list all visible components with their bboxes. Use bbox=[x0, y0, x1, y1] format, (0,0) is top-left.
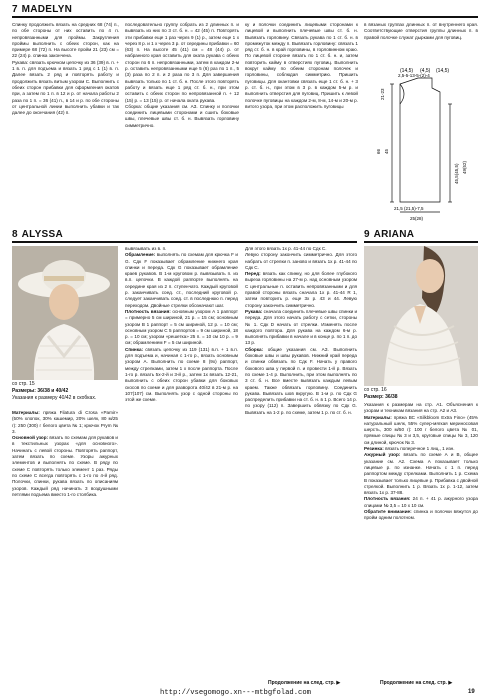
alyssa-caption bbox=[12, 381, 118, 402]
continued-label: Продолжение на след. стр. bbox=[268, 680, 335, 686]
materials-text: пряжа Filatura di Crosa «Pamir» (50% хлопок, 30% кашемир, 20% шелк, 80 м/25 г): 250 (300) г белого цвета № 1; крючок Prym № 3. bbox=[12, 410, 118, 434]
schem-top-3: (14,5) bbox=[436, 68, 450, 74]
sizes-value: 36/38 и 40/42 bbox=[37, 388, 69, 394]
sizes-label: Размер: bbox=[364, 394, 384, 400]
front-label: Перед: bbox=[245, 271, 261, 277]
alyssa-col3-a: Левую сторону закончить симметрично. Для этого набрать от стрелки п. заново и вязать 1х р. 41-44 по Сдк С. bbox=[245, 252, 357, 270]
section-9-header bbox=[364, 228, 414, 240]
madelyn-text-3: ку и полочки соединить лицевыми сторонами к лицевой и выполнить плечевые швы ст. б. н. Вывязать горловину. Связать рукава по 1 ст. б. н. в промежуток между п. Вывязать горловину: связать 1 ряд ст. б. н. в край горловины, в горловинном краю. По лицевой стороне вязать по 1 ст. б. н. и, затем повторить кайму в отверстиях пуговиц. Выполнить вокруг кайму по обеим сторонам полочек и горловины, соблюдая симметрию. Пришить пуговицы. Для окантовки связать еще 1 ст. б. н. + 3 р. ст. б. н., при этом в 3 р. в каждом 5-м р. и выполнить отверстия для пуговиц. Пришить к левой полочке пуговицы на каждом 2-м, 8-м, 14-м и 20-м р. витого узора, при этом расположить пуговицы bbox=[245, 22, 358, 109]
footer-url: http://vsegomogo.xn---mtbgfolad.com bbox=[160, 689, 311, 697]
photo-page-ref: со стр. 15 bbox=[12, 381, 35, 387]
section-7-header bbox=[12, 3, 72, 15]
lace-text: вязать по схеме А и В, общее указание см. А2. Схема А показывает только лицевые р. по изнанке. Начать с 1 п. перед раппортом между стрелками. Выполнить 1 р. Схема В показывает только лицевые р. Прибавка с двойной стрелкой. Выполнить 1 р. Вязать 1х р. 1-12, затем вязать 1х р. 37-88. bbox=[364, 452, 478, 496]
attention-text: спинка и полочки вяжутся до пройм одним полотном. bbox=[364, 509, 478, 521]
materials-label: Материалы: bbox=[364, 414, 392, 420]
header-rule bbox=[364, 241, 478, 243]
attention-label: Обратите внимание: bbox=[364, 509, 412, 515]
ariana-photo bbox=[364, 246, 478, 386]
alyssa-column-3 bbox=[245, 246, 357, 678]
density-label: Плотность вязания: bbox=[125, 308, 171, 314]
schem-top-1: (14,5) bbox=[400, 68, 414, 74]
density-text: 24 п. + 41 р. ажурного узора спицами № 3,5 = 10 х 10 см. bbox=[364, 496, 478, 508]
back-text: связать цепочку из 119 (131) в.п. + 1 в.п. для подъема и, начиная с 1-го р., вязать основным узором А. Выполнить по схеме 8 (9х) раппорт, между стрелками, затем 1 х после раппорта. После 1-го р. вязать 5х-2-й и 3-й р., затем 1х вязать 12-21, выполнить с обеих сторон убавки для боковых скосов по схеме и для разворота 40/42 в 21-м р. на 107(107) см. Выполнять узор с одной стороны по этой же схеме. bbox=[125, 346, 238, 403]
section-number: 8 bbox=[12, 228, 18, 240]
header-rule bbox=[12, 16, 478, 18]
basic-pattern-label: Основной узор: bbox=[12, 435, 49, 441]
back-label: Спинка: bbox=[125, 346, 144, 352]
section-title: ARIANA bbox=[373, 228, 415, 240]
assembly-label: Сборка: bbox=[245, 346, 264, 352]
front-text: вязать как спинку, но для более глубокого выреза горловины на 27-м р. над основным узором С центральные п. оставить непровязанными и для правой стороны вязать сначала 1х р. 41-44 R 1, затем повторить р. еще 3х р. 43 и 44. Левую сторону закончить симметрично. bbox=[245, 271, 357, 308]
sleeve-label: Рукава: bbox=[245, 308, 263, 314]
schem-left-1: 21-23 bbox=[380, 88, 385, 100]
density-label: Плотность вязания: bbox=[364, 496, 411, 502]
continued-label: Продолжение на след. стр. bbox=[380, 680, 447, 686]
page-number: 19 bbox=[468, 689, 475, 695]
alyssa-col3-top: Для этого вязать 1х р. 41-44 по Сдк С. bbox=[245, 246, 327, 251]
pattern-schematic bbox=[370, 64, 478, 224]
rib-text: вязать поперечное 1 лиц., 1 изн. bbox=[385, 446, 455, 452]
section-title: ALYSSA bbox=[21, 228, 64, 240]
alyssa-photo-art bbox=[12, 246, 118, 380]
madelyn-column-4 bbox=[364, 22, 478, 62]
sizes-value: 36/38 bbox=[385, 394, 398, 400]
section-number: 9 bbox=[364, 228, 370, 240]
schem-bottom-1: 21,5 (21,5)-7,5 bbox=[394, 206, 424, 211]
schem-top-4: 2,5-5-13-5-(2)-4 bbox=[398, 73, 430, 78]
assembly-text: общие указания см. АЗ. Выполнить боковые швы и швы рукавов. Нижний край переда и спинки обвязать по Сдк F. Начать у правого бокового шва у первой п. и провести 1-й р. Вязать по схеме 1-4 р. Выполнить, при этом выполнять по 3 ст. б. н. Все вместе вывязать каждым левым краем. Также обвязать горловину. Соединить рукава. Вывязать шов вкругую. В 1-м р. по Сдк G распределить прибавки на ст. б. н. в 1 р. Всего 14 р. по узору (112) п. Завершить обвязку по Сдк G. Вывязать на 1-2 р. по схеме, затем 1 р. по ст. б. н. bbox=[245, 346, 357, 415]
triangle-marker-icon: ▶ bbox=[448, 680, 453, 686]
madelyn-text-2: последовательно группу собрать из 2 длинных п. и вывязать из них по 3 ст. б. н. = 42 (45) п. Повторять эти прибавки еще 1 раз через 9 (1) р., затем еще 1 х через 8 р. и 1 х через 3 р. от середины прибавки = 60 (63) п. На высоте 45 (41) см = 48 (44) р. от набранного края оставить для оката рукава с обеих сторон по 6 п. непровязанными, затем в каждом 2-м р. оставить непровязанными еще 5 (6) раз по 1 п., 5 (3) раза по 2 п. и 2 раза по 3 п. Для завершения вывязать только по 1 ст. б. н. После этого повторять работу и вязать еще 1 ряд ст. б. н., при этом оставить с обеих сторон по непровязанной п. + 12 (15) р. = 13 (15) р. от начала оката рукава. bbox=[125, 22, 239, 103]
madelyn-text-1: Спинку продолжить вязать на средних 68 (74) п., по обе стороны от них оставить по 4 п. непровязанными для проймы. Закругления проймы выполнить с обеих сторон, как на примере 68 (72) п. На высоте пройм 21 (23) см = 22 (24) р. спинка закончена. bbox=[12, 22, 119, 59]
schem-left-2: 45 bbox=[384, 148, 389, 154]
edging-label: Обрамление: bbox=[125, 252, 156, 258]
schem-right-1: 45,5(45,5) bbox=[454, 163, 459, 184]
madelyn-text-1b: Рукава: связать крючком цепочку из 36 (39) в. п. + 1 в. п. для подъема и вязать 1 ряд с 1 (1) в. п. Далее вязать 2 ряд и повторять работу и продолжить вязать витым узором С. Выполнить с обеих сторон прибавки для оформления окатов при, а затем по 1 п. в 12 и р. от начала работы 2 раза по 1 п. = 36 (41) п., в 14 и р. по обе стороны от центральной линии выполнить убавки и так далее до окончания (42) п. bbox=[12, 59, 119, 116]
alyssa-column-2 bbox=[125, 246, 238, 692]
ariana-caption bbox=[364, 387, 478, 401]
sleeve-text: сначала соединить плечевые швы спинки и переда. Для этого начать работу с сетки, стороны № 1. Сдк D начать от стрелки. Изменять после каждого повтора. Для рукава на каждом 6-м р. выполнять прибавки в начале и в конце р. по 1 п. до 13 р. bbox=[245, 308, 357, 346]
schem-bottom-2: 25(28) bbox=[410, 216, 424, 221]
madelyn-column-1 bbox=[12, 22, 119, 224]
schem-top-2: (4,5) bbox=[420, 68, 431, 74]
edging-text: выполнять по схемам для крючка F и G. Сдк F показывает обрамление нижнего края спинки и переда. Сдк G показывает обрамление краев рукавов. В 1-м круговом р. вывязывать п. из в.п. цепочки. В каждой раппорте выполнять на середине края из 2 п. ступенчато. Каждый круговой р. заканчивать соед. ст., последний круговой р. следует заканчивать соед. ст. в последнюю п. перед переходом. Двойные стрелки обозначают шаг. bbox=[125, 252, 238, 308]
alyssa-column-1 bbox=[12, 410, 118, 692]
madelyn-column-2 bbox=[125, 22, 239, 224]
ariana-note: Указания к размерам на стр. А1. Объяснения к узорам и техникам вязания на стр. А2 и А3. bbox=[364, 402, 478, 414]
rib-label: Резинка: bbox=[364, 446, 384, 452]
basic-pattern-text: вязать по схемам для рукавов и в текстильных узорах «для основного». Начинать с левой стороны. Повторять раппорт, затем вязать по схеме. Узоры ажурных элементов и выполнять по схеме. В ряду по схеме C повторять только элемент 1 раз. Ряды по схеме C всегда повторять с 1-го по 4-й ряд. Полочки, спинки, рукава вязать по описаниям узоров. Каждый ряд начинать 3 воздушными петлями подъема вместо 1-го столбика. bbox=[12, 435, 118, 497]
alyssa-continued bbox=[268, 680, 340, 686]
alyssa-col2-top: вывязывать из в. п. bbox=[125, 246, 167, 251]
density-text: основным узором А 1 раппорт = примерно 5 см шириной, 21 р. = 15 см; основным узором В 1 раппорт = 5 см шириной, 12 р. = 10 см; основным узором С 5 раппортов = 9 см шириной, 18 р. = 10 см; узором «решетка» 25 п. = 10 см 10 р. = 9 см; обрамлением F = 5 см шириной. bbox=[125, 308, 238, 346]
ariana-column bbox=[364, 402, 478, 678]
section-title: MADELYN bbox=[21, 3, 73, 15]
alyssa-photo bbox=[12, 246, 118, 380]
ariana-continued bbox=[380, 680, 452, 686]
madelyn-column-3 bbox=[245, 22, 358, 224]
madelyn-text-2b: Сборка: общие указания см. АЗ. Спинку и полочки соединить лицевыми сторонами и сшить боковые швы, плечевые швы ст. б. н. Вывязать горловину симметрично. bbox=[125, 103, 239, 128]
schem-left-3: 66 bbox=[376, 148, 381, 154]
sizes-label: Размеры: bbox=[12, 388, 36, 394]
ariana-photo-art bbox=[364, 246, 478, 386]
madelyn-text-4: в вязаных группах длинных п. от внутреннего края. Соответствующие отверстия группы длинных п. в правой полочке служат дырками для пуговиц. bbox=[364, 22, 478, 40]
section-8-header bbox=[12, 228, 63, 240]
materials-label: Материалы: bbox=[12, 410, 40, 415]
schem-right-2: 49(52) bbox=[462, 160, 467, 174]
header-rule bbox=[12, 241, 357, 243]
lace-label: Ажурный узор: bbox=[364, 452, 401, 458]
materials-text: пряжа ВС «Silkbloom Extra Fino» (45% натуральный шелк, 55% супер-мягкая мериносовая шерсть, 300 м/50 г): 100 г белого цвета № 01, прямые спицы № 3 и 3,5, круговые спицы № 3, 120 см длиной, крючок № 3. bbox=[364, 414, 478, 445]
triangle-marker-icon: ▶ bbox=[336, 680, 341, 686]
section-number: 7 bbox=[12, 3, 18, 15]
size-note: Указания к размеру 40/42 в скобках. bbox=[12, 395, 97, 401]
photo-page-ref: со стр. 16 bbox=[364, 387, 387, 393]
